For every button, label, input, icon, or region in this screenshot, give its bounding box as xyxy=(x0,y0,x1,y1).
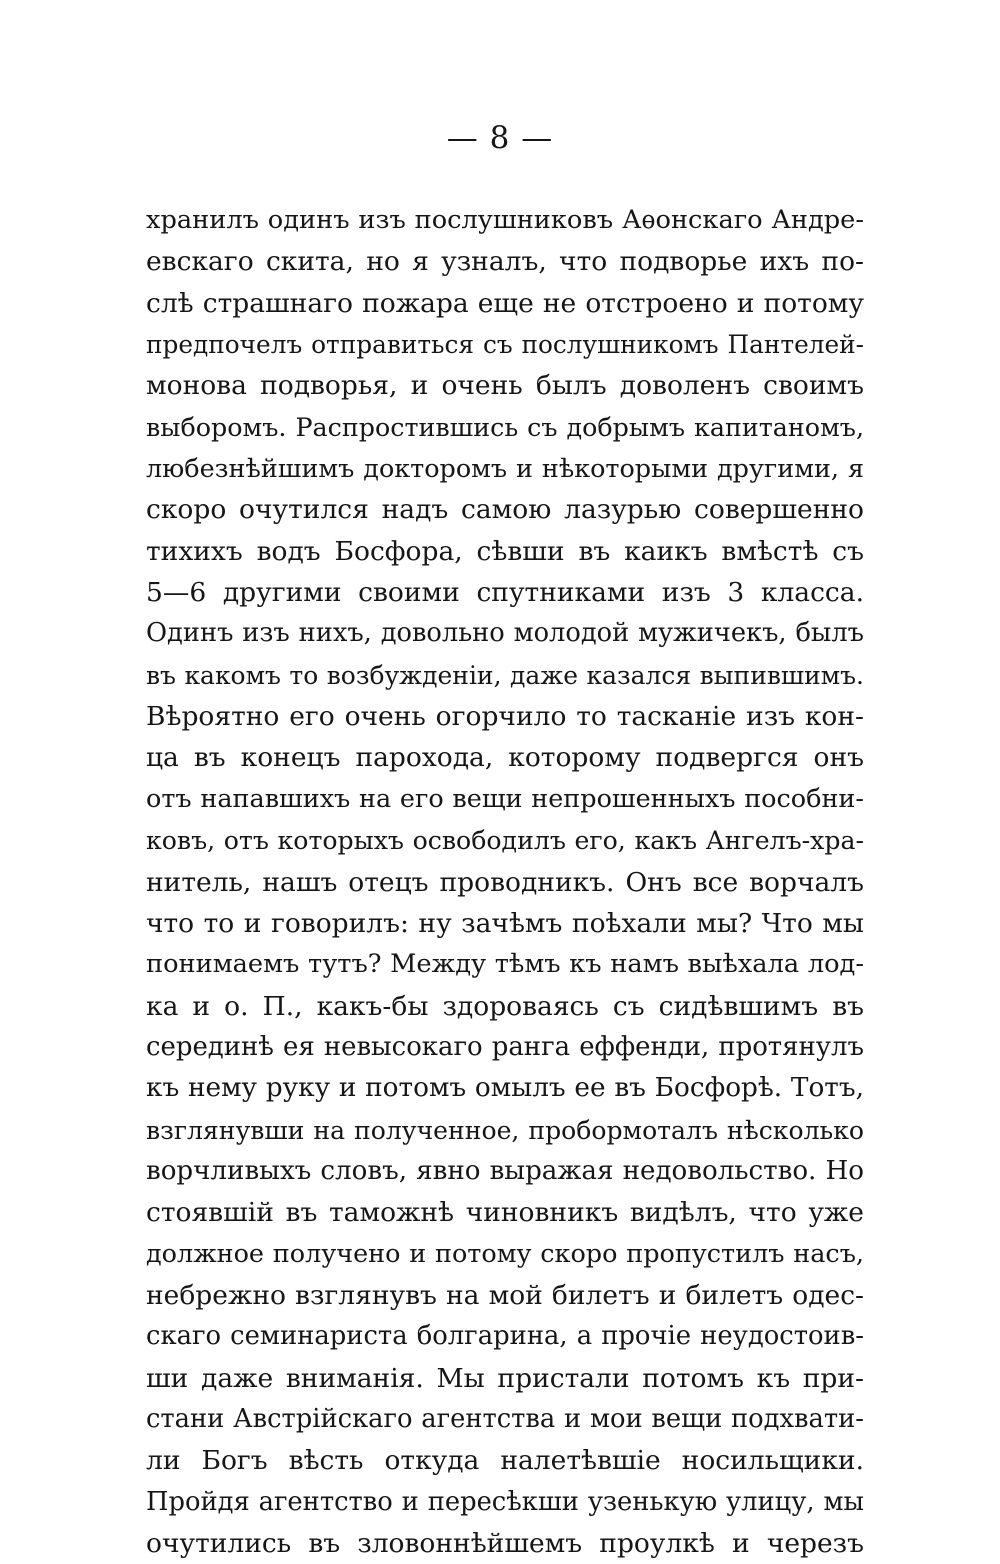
text-line: ворчливыхъ словъ, явно выражая недовольство. Но xyxy=(146,1155,864,1186)
text-line: что то и говорилъ: ну зачѣмъ поѣхали мы? Что мы xyxy=(146,907,864,939)
text-line: стани Австрійскаго агентства и мои вещи подхвати- xyxy=(146,1403,864,1434)
text-line: ка и о. П., какъ-бы здороваясь съ сидѣвшимъ въ xyxy=(146,990,864,1022)
text-line: ковъ, отъ которыхъ освободилъ его, какъ Ангелъ-хра- xyxy=(146,826,864,856)
text-line: Пройдя агентство и пересѣкши узенькую улицу, мы xyxy=(146,1486,864,1517)
body-text xyxy=(146,200,864,1564)
text-line: очутились въ зловоннѣйшемъ проулкѣ и черезъ xyxy=(146,1528,864,1559)
page-number: — 8 — xyxy=(446,120,554,156)
text-line: 5—6 другими своими спутниками изъ 3 класса. xyxy=(146,577,864,609)
text-line: ли Богъ вѣсть откуда налетѣвшіе носильщики. xyxy=(146,1445,864,1477)
text-line: выборомъ. Распростившись съ добрымъ капитаномъ, xyxy=(146,411,864,442)
text-line: тихихъ водъ Босфора, сѣвши въ каикъ вмѣстѣ съ xyxy=(146,535,864,567)
text-line: предпочелъ отправиться съ послушникомъ Пантелей- xyxy=(146,330,864,360)
text-line: ши даже вниманія. Мы пристали потомъ къ при- xyxy=(146,1362,864,1394)
text-line: стоявшій въ таможнѣ чиновникъ видѣлъ, что уже xyxy=(146,1197,864,1229)
text-line: слѣ страшнаго пожара еще не отстроено и потому xyxy=(146,287,864,319)
text-line: къ нему руку и потомъ омылъ ее въ Босфорѣ. Тотъ, xyxy=(146,1073,864,1104)
text-line: Одинъ изъ нихъ, довольно молодой мужичекъ, былъ xyxy=(146,618,864,649)
text-line: монова подворья, и очень былъ доволенъ своимъ xyxy=(146,370,864,402)
text-line: скаго семинариста болгарина, а прочіе неудостоив- xyxy=(146,1321,864,1352)
text-line: отъ напавшихъ на его вещи непрошенныхъ пособни- xyxy=(146,783,864,814)
text-line: евскаго скита, но я узналъ, что подворье ихъ по- xyxy=(146,246,864,278)
text-line: въ какомъ то возбужденіи, даже казался выпившимъ. xyxy=(146,660,864,690)
text-line: взглянувши на полученное, пробормоталъ нѣсколько xyxy=(146,1115,864,1145)
text-line: нитель, нашъ отецъ проводникъ. Онъ все ворчалъ xyxy=(146,866,864,898)
text-line: хранилъ одинъ изъ послушниковъ Аѳонскаго Андре- xyxy=(146,205,864,235)
text-line: ца въ конецъ парохода, которому подвергся онъ xyxy=(146,742,864,774)
text-line: понимаемъ тутъ? Между тѣмъ къ намъ выѣхала лод- xyxy=(146,949,864,980)
text-line: должное получено и потому скоро пропустилъ насъ, xyxy=(146,1238,864,1269)
text-line: Вѣроятно его очень огорчило то тасканіе изъ кон- xyxy=(146,701,864,733)
text-line: любезнѣйшимъ докторомъ и нѣкоторыми другими, я xyxy=(146,453,864,484)
text-line: небрежно взглянувъ на мой билетъ и билетъ одес- xyxy=(146,1279,864,1311)
text-line: скоро очутился надъ самою лазурью совершенно xyxy=(146,494,864,526)
text-line: серединѣ ея невысокаго ранга еффенди, протянулъ xyxy=(146,1031,864,1062)
